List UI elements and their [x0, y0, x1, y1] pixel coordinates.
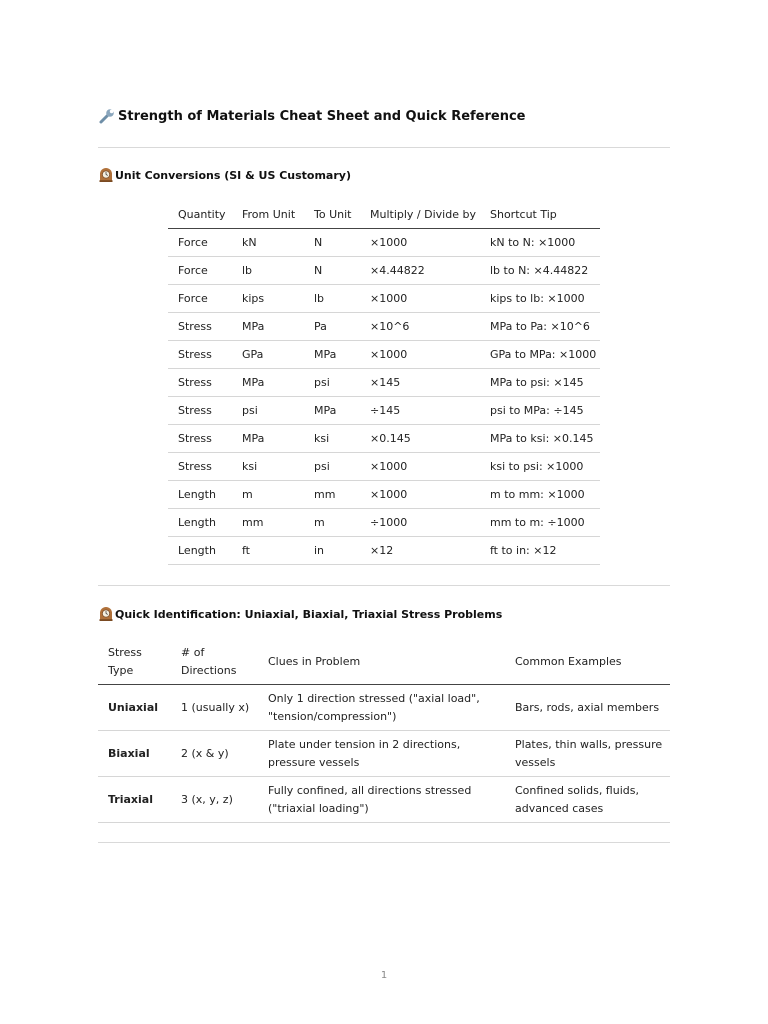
quantity-cell: Stress [168, 425, 232, 453]
tip-cell: MPa to ksi: ×0.145 [480, 425, 600, 453]
table-row [98, 731, 670, 777]
to-unit-cell: m [304, 509, 360, 537]
quantity-cell: Force [168, 229, 232, 257]
from-unit-cell: mm [232, 509, 304, 537]
quantity-cell: Stress [168, 397, 232, 425]
quantity-cell: Force [168, 257, 232, 285]
from-unit-cell: m [232, 481, 304, 509]
to-unit-cell: psi [304, 369, 360, 397]
examples-cell: Plates, thin walls, pressure vessels [505, 731, 670, 777]
to-unit-cell: N [304, 229, 360, 257]
directions-cell: 1 (usually x) [171, 685, 258, 731]
table-row [168, 481, 600, 509]
tip-cell: kips to lb: ×1000 [480, 285, 600, 313]
tip-cell: MPa to Pa: ×10^6 [480, 313, 600, 341]
column-header: # of Directions [171, 640, 258, 685]
table-row [168, 313, 600, 341]
tip-cell: GPa to MPa: ×1000 [480, 341, 600, 369]
clues-cell: Fully confined, all directions stressed ("triaxial loading") [258, 777, 505, 823]
from-unit-cell: kN [232, 229, 304, 257]
from-unit-cell: GPa [232, 341, 304, 369]
quantity-cell: Length [168, 537, 232, 565]
to-unit-cell: mm [304, 481, 360, 509]
mantelpiece-clock-icon [98, 167, 114, 183]
table-header-row [98, 640, 670, 685]
table-row [168, 257, 600, 285]
unit-conversion-table [168, 200, 600, 565]
column-header: Quantity [168, 200, 232, 229]
table-row [168, 397, 600, 425]
tip-cell: lb to N: ×4.44822 [480, 257, 600, 285]
to-unit-cell: ksi [304, 425, 360, 453]
stress-identification-table [98, 640, 670, 823]
quantity-cell: Stress [168, 341, 232, 369]
table-row [168, 341, 600, 369]
quantity-cell: Length [168, 509, 232, 537]
divider [98, 842, 670, 843]
wrench-icon [98, 107, 116, 125]
clues-cell: Only 1 direction stressed ("axial load", "tension/compression") [258, 685, 505, 731]
tip-cell: mm to m: ÷1000 [480, 509, 600, 537]
directions-cell: 3 (x, y, z) [171, 777, 258, 823]
directions-cell: 2 (x & y) [171, 731, 258, 777]
mantelpiece-clock-icon [98, 606, 114, 622]
factor-cell: ×12 [360, 537, 480, 565]
divider [98, 585, 670, 586]
factor-cell: ×1000 [360, 341, 480, 369]
from-unit-cell: MPa [232, 369, 304, 397]
column-header: Multiply / Divide by [360, 200, 480, 229]
factor-cell: ×1000 [360, 453, 480, 481]
table-row [98, 685, 670, 731]
to-unit-cell: MPa [304, 397, 360, 425]
from-unit-cell: ft [232, 537, 304, 565]
from-unit-cell: ksi [232, 453, 304, 481]
to-unit-cell: MPa [304, 341, 360, 369]
unit-section-heading: Unit Conversions (SI & US Customary) [98, 167, 670, 183]
factor-cell: ×0.145 [360, 425, 480, 453]
to-unit-cell: lb [304, 285, 360, 313]
page-title-text: Strength of Materials Cheat Sheet and Quick Reference [118, 108, 526, 124]
factor-cell: ×10^6 [360, 313, 480, 341]
to-unit-cell: N [304, 257, 360, 285]
quantity-cell: Length [168, 481, 232, 509]
table-row [168, 537, 600, 565]
factor-cell: ×1000 [360, 229, 480, 257]
tip-cell: ft to in: ×12 [480, 537, 600, 565]
factor-cell: ×145 [360, 369, 480, 397]
from-unit-cell: psi [232, 397, 304, 425]
factor-cell: ×1000 [360, 285, 480, 313]
quantity-cell: Stress [168, 313, 232, 341]
from-unit-cell: lb [232, 257, 304, 285]
table-row [168, 453, 600, 481]
factor-cell: ×1000 [360, 481, 480, 509]
to-unit-cell: in [304, 537, 360, 565]
column-header: Common Examples [505, 640, 670, 685]
stress-type-cell: Biaxial [98, 731, 171, 777]
table-row [168, 509, 600, 537]
page-title [98, 107, 670, 125]
from-unit-cell: kips [232, 285, 304, 313]
quantity-cell: Stress [168, 453, 232, 481]
table-header-row [168, 200, 600, 229]
table-row [168, 229, 600, 257]
examples-cell: Confined solids, fluids, advanced cases [505, 777, 670, 823]
factor-cell: ×4.44822 [360, 257, 480, 285]
quantity-cell: Stress [168, 369, 232, 397]
tip-cell: m to mm: ×1000 [480, 481, 600, 509]
from-unit-cell: MPa [232, 425, 304, 453]
from-unit-cell: MPa [232, 313, 304, 341]
table-row [98, 777, 670, 823]
column-header: Stress Type [98, 640, 171, 685]
clues-cell: Plate under tension in 2 directions, pressure vessels [258, 731, 505, 777]
factor-cell: ÷145 [360, 397, 480, 425]
table-row [168, 369, 600, 397]
tip-cell: ksi to psi: ×1000 [480, 453, 600, 481]
examples-cell: Bars, rods, axial members [505, 685, 670, 731]
stress-type-cell: Uniaxial [98, 685, 171, 731]
ident-section-heading: Quick Identification: Uniaxial, Biaxial, Triaxial Stress Problems [98, 606, 670, 622]
column-header: Shortcut Tip [480, 200, 600, 229]
tip-cell: MPa to psi: ×145 [480, 369, 600, 397]
divider [98, 147, 670, 148]
table-row [168, 425, 600, 453]
to-unit-cell: Pa [304, 313, 360, 341]
column-header: To Unit [304, 200, 360, 229]
factor-cell: ÷1000 [360, 509, 480, 537]
tip-cell: kN to N: ×1000 [480, 229, 600, 257]
column-header: Clues in Problem [258, 640, 505, 685]
table-row [168, 285, 600, 313]
page-number: 1 [380, 970, 388, 981]
stress-type-cell: Triaxial [98, 777, 171, 823]
column-header: From Unit [232, 200, 304, 229]
tip-cell: psi to MPa: ÷145 [480, 397, 600, 425]
to-unit-cell: psi [304, 453, 360, 481]
quantity-cell: Force [168, 285, 232, 313]
